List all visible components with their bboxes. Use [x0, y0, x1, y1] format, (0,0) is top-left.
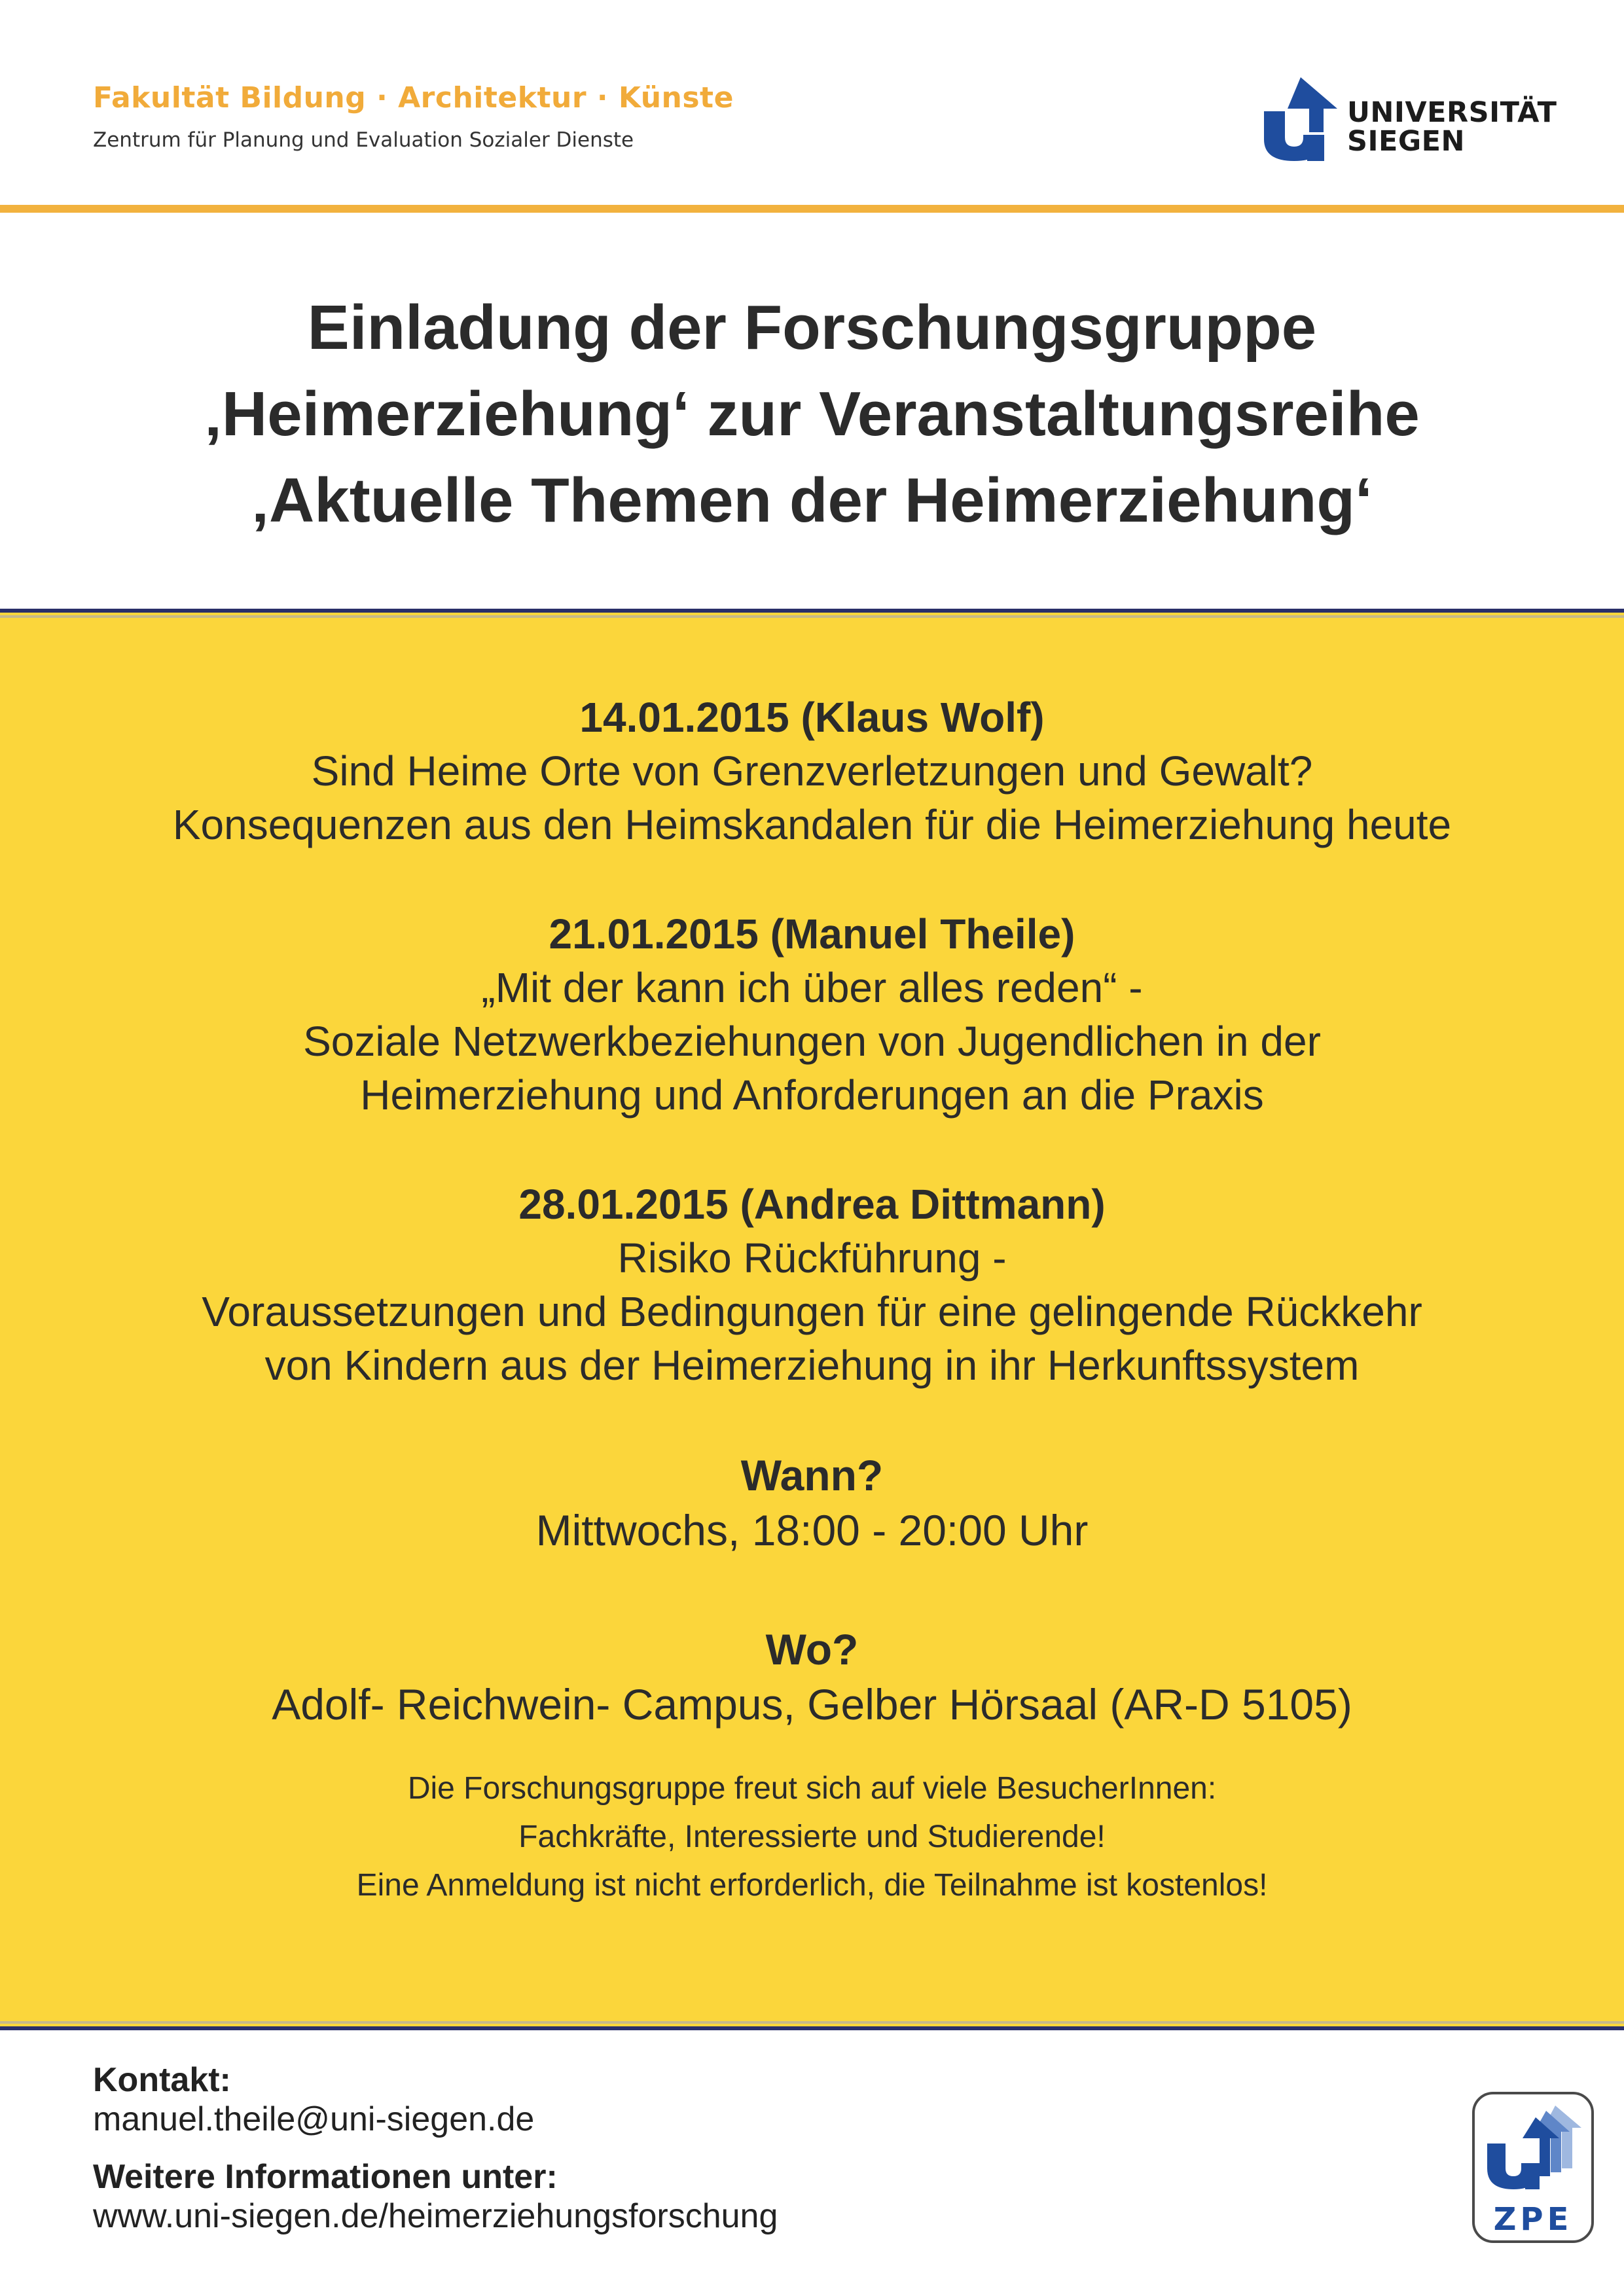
university-name	[1347, 98, 1557, 156]
title-line-1: Einladung der Forschungsgruppe	[307, 293, 1317, 363]
event-topic-line: Risiko Rückführung -	[617, 1234, 1007, 1282]
event-topic-line: Konsequenzen aus den Heimskandalen für die Heimerziehung heute	[172, 801, 1452, 848]
event-item	[0, 907, 1624, 1122]
event-topic-line: Soziale Netzwerkbeziehungen von Jugendlichen in der	[303, 1018, 1321, 1065]
more-info-label: Weitere Informationen unter:	[93, 2158, 558, 2196]
contact-label: Kontakt:	[93, 2061, 231, 2099]
event-topic-line: Voraussetzungen und Bedingungen für eine gelingende Rückkehr	[202, 1288, 1422, 1335]
top-rule	[0, 205, 1624, 213]
closing-line: Die Forschungsgruppe freut sich auf viele BesucherInnen:	[407, 1771, 1217, 1806]
event-item	[0, 1177, 1624, 1392]
event-program	[0, 691, 1624, 1910]
university-logo-icon	[1260, 77, 1345, 166]
closing-note	[0, 1765, 1624, 1910]
closing-line: Eine Anmeldung ist nicht erforderlich, die Teilnahme ist kostenlos!	[356, 1868, 1268, 1903]
event-date-speaker: 28.01.2015 (Andrea Dittmann)	[518, 1181, 1106, 1228]
contact-block	[93, 2060, 778, 2254]
when-text: Mittwochs, 18:00 - 20:00 Uhr	[535, 1506, 1089, 1554]
title-line-2: ‚Heimerziehung‘ zur Veranstaltungsreihe	[204, 379, 1420, 449]
event-date-speaker: 21.01.2015 (Manuel Theile)	[549, 910, 1075, 958]
invitation-title	[0, 285, 1624, 544]
faculty-name: Fakultät Bildung · Architektur · Künste	[93, 81, 734, 115]
event-topic-line: Sind Heime Orte von Grenzverletzungen und Gewalt?	[311, 747, 1313, 795]
title-line-3: ‚Aktuelle Themen der Heimerziehung‘	[251, 465, 1373, 535]
when-heading: Wann?	[740, 1451, 884, 1499]
where-heading: Wo?	[765, 1625, 859, 1674]
event-topic-line: Heimerziehung und Anforderungen an die Praxis	[360, 1071, 1264, 1119]
university-line-2: SIEGEN	[1347, 125, 1465, 158]
zpe-logo-icon	[1471, 2091, 1595, 2244]
contact-email[interactable]: manuel.theile@uni-siegen.de	[93, 2100, 535, 2138]
closing-line: Fachkräfte, Interessierte und Studierende!	[518, 1820, 1106, 1854]
more-info-url[interactable]: www.uni-siegen.de/heimerziehungsforschung	[93, 2197, 778, 2235]
where-text: Adolf- Reichwein- Campus, Gelber Hörsaal (AR-D 5105)	[272, 1680, 1352, 1729]
zpe-text: ZPE	[1493, 2201, 1573, 2238]
event-item	[0, 691, 1624, 852]
zpe-logo	[1471, 2091, 1595, 2244]
event-date-speaker: 14.01.2015 (Klaus Wolf)	[579, 694, 1045, 741]
event-topic-line: von Kindern aus der Heimerziehung in ihr Herkunftssystem	[264, 1342, 1360, 1389]
university-line-1: UNIVERSITÄT	[1347, 96, 1557, 129]
when-section	[0, 1448, 1624, 1558]
where-section	[0, 1622, 1624, 1732]
event-topic-line: „Mit der kann ich über alles reden“ -	[481, 964, 1143, 1011]
center-name: Zentrum für Planung und Evaluation Sozialer Dienste	[93, 128, 634, 152]
